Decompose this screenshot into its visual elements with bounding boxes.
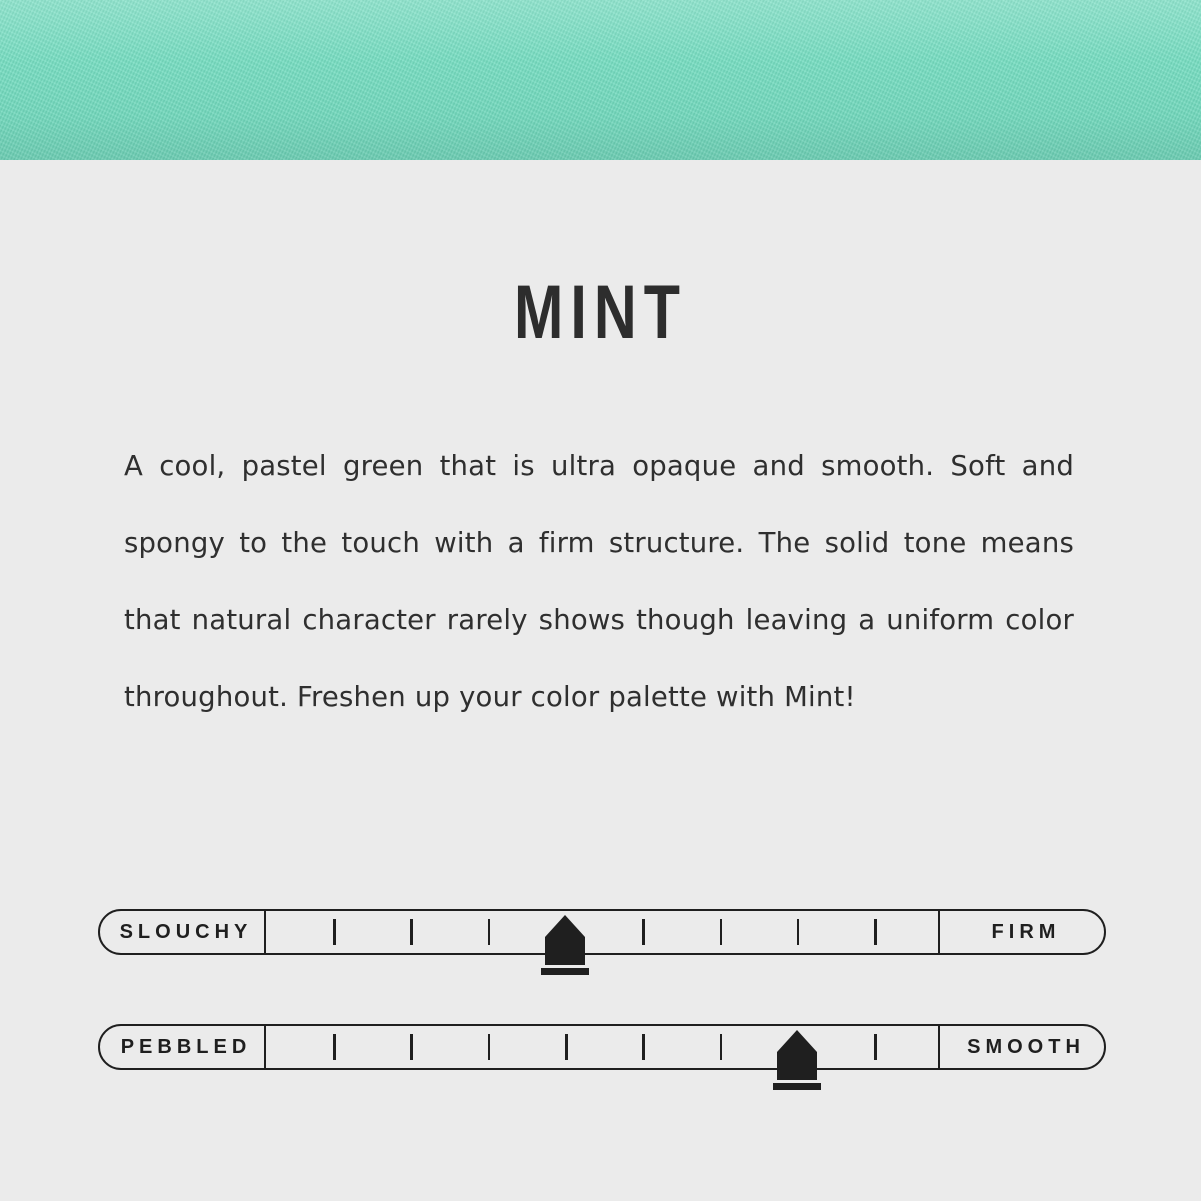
mint-color-swatch xyxy=(0,0,1201,160)
scale-right-label: FIRM xyxy=(938,909,1106,955)
scale-tick xyxy=(410,1034,413,1060)
marker-head xyxy=(545,915,585,937)
marker-head xyxy=(777,1030,817,1052)
scale-marker[interactable] xyxy=(545,915,585,975)
scale-tick xyxy=(488,919,491,945)
page-title: MINT xyxy=(514,270,687,355)
scale-tick xyxy=(488,1034,491,1060)
marker-body xyxy=(545,937,585,965)
scale-tick xyxy=(797,919,800,945)
scale-marker[interactable] xyxy=(777,1030,817,1090)
scale-tick xyxy=(333,919,336,945)
scale-right-label: SMOOTH xyxy=(938,1024,1106,1070)
marker-foot xyxy=(773,1083,821,1090)
scale-structure xyxy=(98,909,1106,955)
scale-ticks xyxy=(266,1024,938,1070)
swatch-sheen xyxy=(0,0,1201,160)
scale-tick xyxy=(333,1034,336,1060)
marker-body xyxy=(777,1052,817,1080)
scale-tick xyxy=(874,919,877,945)
scale-tick xyxy=(642,1034,645,1060)
scale-left-label: SLOUCHY xyxy=(98,909,266,955)
scale-tick xyxy=(642,919,645,945)
marker-foot xyxy=(541,968,589,975)
scale-tick xyxy=(720,1034,723,1060)
scale-left-label: PEBBLED xyxy=(98,1024,266,1070)
scale-ticks xyxy=(266,909,938,955)
scale-tick xyxy=(720,919,723,945)
description-text: A cool, pastel green that is ultra opaque and smooth. Soft and spongy to the touch with a firm structure. The solid tone means that natural character rarely shows though leaving a uniform color throughout. Freshen up your color palette with Mint! xyxy=(124,450,1074,713)
scale-tick xyxy=(874,1034,877,1060)
scale-tick xyxy=(565,1034,568,1060)
scale-texture xyxy=(98,1024,1106,1070)
scale-tick xyxy=(410,919,413,945)
